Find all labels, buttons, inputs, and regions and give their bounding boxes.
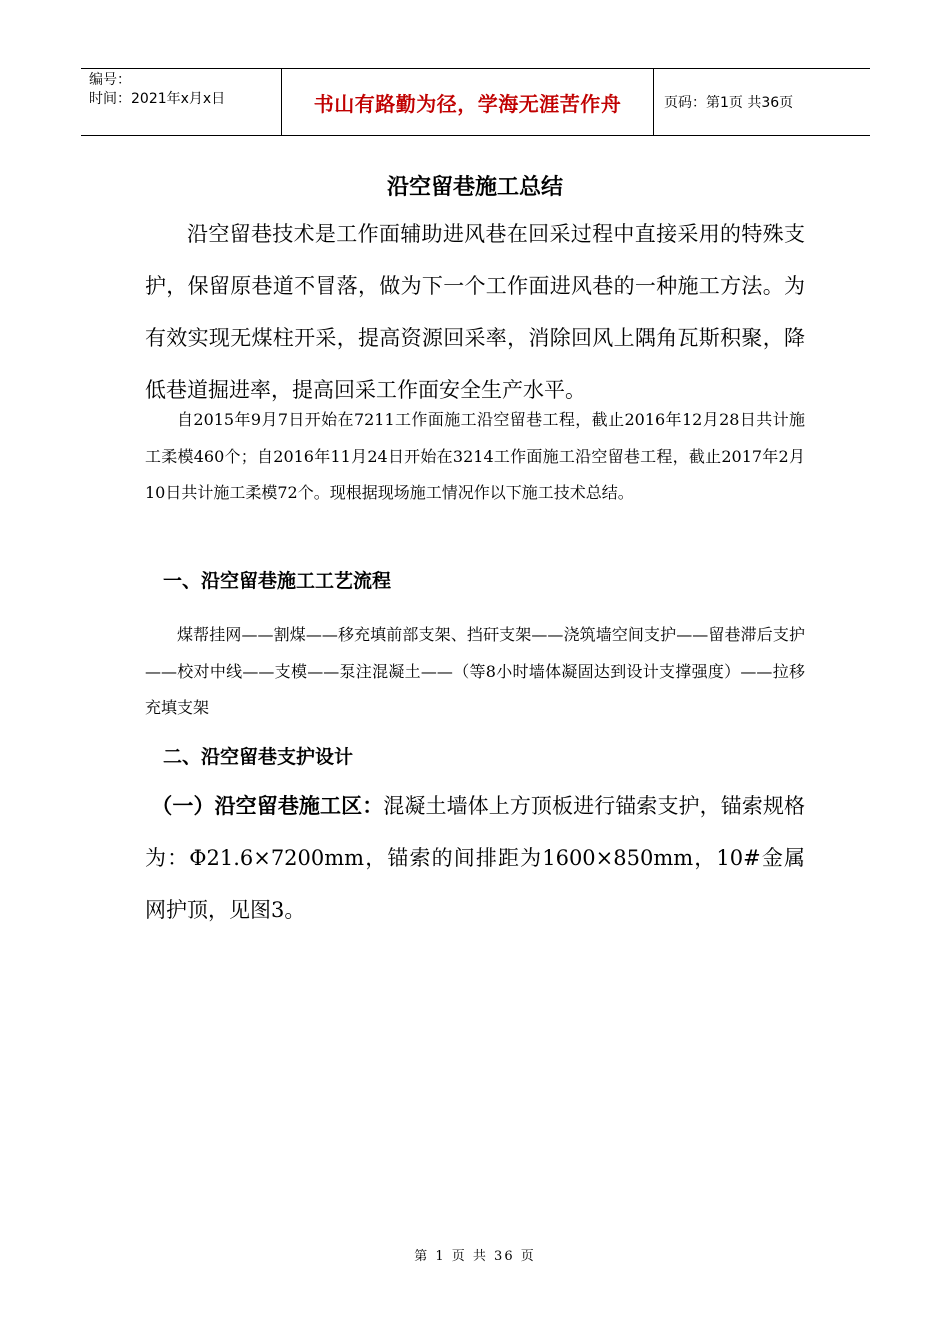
- header-page-info: 页码：第1页 共36页: [664, 95, 794, 111]
- document-number-label: 编号：: [89, 72, 131, 88]
- document-title: 沿空留巷施工总结: [386, 174, 563, 200]
- header-motto: 书山有路勤为径，学海无涯苦作舟: [282, 69, 654, 135]
- section-2-heading: 二、沿空留巷支护设计: [163, 746, 354, 768]
- process-flow-paragraph: 煤帮挂网——割煤——移充填前部支架、挡矸支架——浇筑墙空间支护——留巷滞后支护——校对中线——支模——泵注混凝土——（等8小时墙体凝固达到设计支撑强度）——拉移充填支架: [145, 625, 805, 717]
- section-1-heading: 一、沿空留巷施工工艺流程: [163, 570, 392, 592]
- page-header: [81, 68, 870, 136]
- subsection-1-body: 混凝土墙体上方顶板进行锚索支护，锚索规格为：Φ21.6×7200mm，锚索的间排距为1600×850mm，10#金属网护顶，见图3。: [145, 794, 806, 922]
- header-meta: [81, 69, 282, 135]
- subsection-1-lead: （一）沿空留巷施工区：: [151, 794, 384, 818]
- subsection-1-paragraph: [145, 780, 805, 936]
- document-time-label: 时间：2021年x月x日: [89, 91, 226, 107]
- progress-paragraph: 自2015年9月7日开始在7211工作面施工沿空留巷工程，截止2016年12月28日共计施工柔模460个；自2016年11月24日开始在3214工作面施工沿空留巷工程，截止2017年2月10日共计施工柔模72个。现根据现场施工情况作以下施工技术总结。: [145, 410, 805, 502]
- page-footer: 第 1 页 共 36 页: [414, 1249, 536, 1264]
- intro-paragraph: 沿空留巷技术是工作面辅助进风巷在回采过程中直接采用的特殊支护，保留原巷道不冒落，做为下一个工作面进风巷的一种施工方法。为有效实现无煤柱开采，提高资源回采率，消除回风上隅角瓦斯积聚，降低巷道掘进率，提高回采工作面安全生产水平。: [145, 222, 805, 402]
